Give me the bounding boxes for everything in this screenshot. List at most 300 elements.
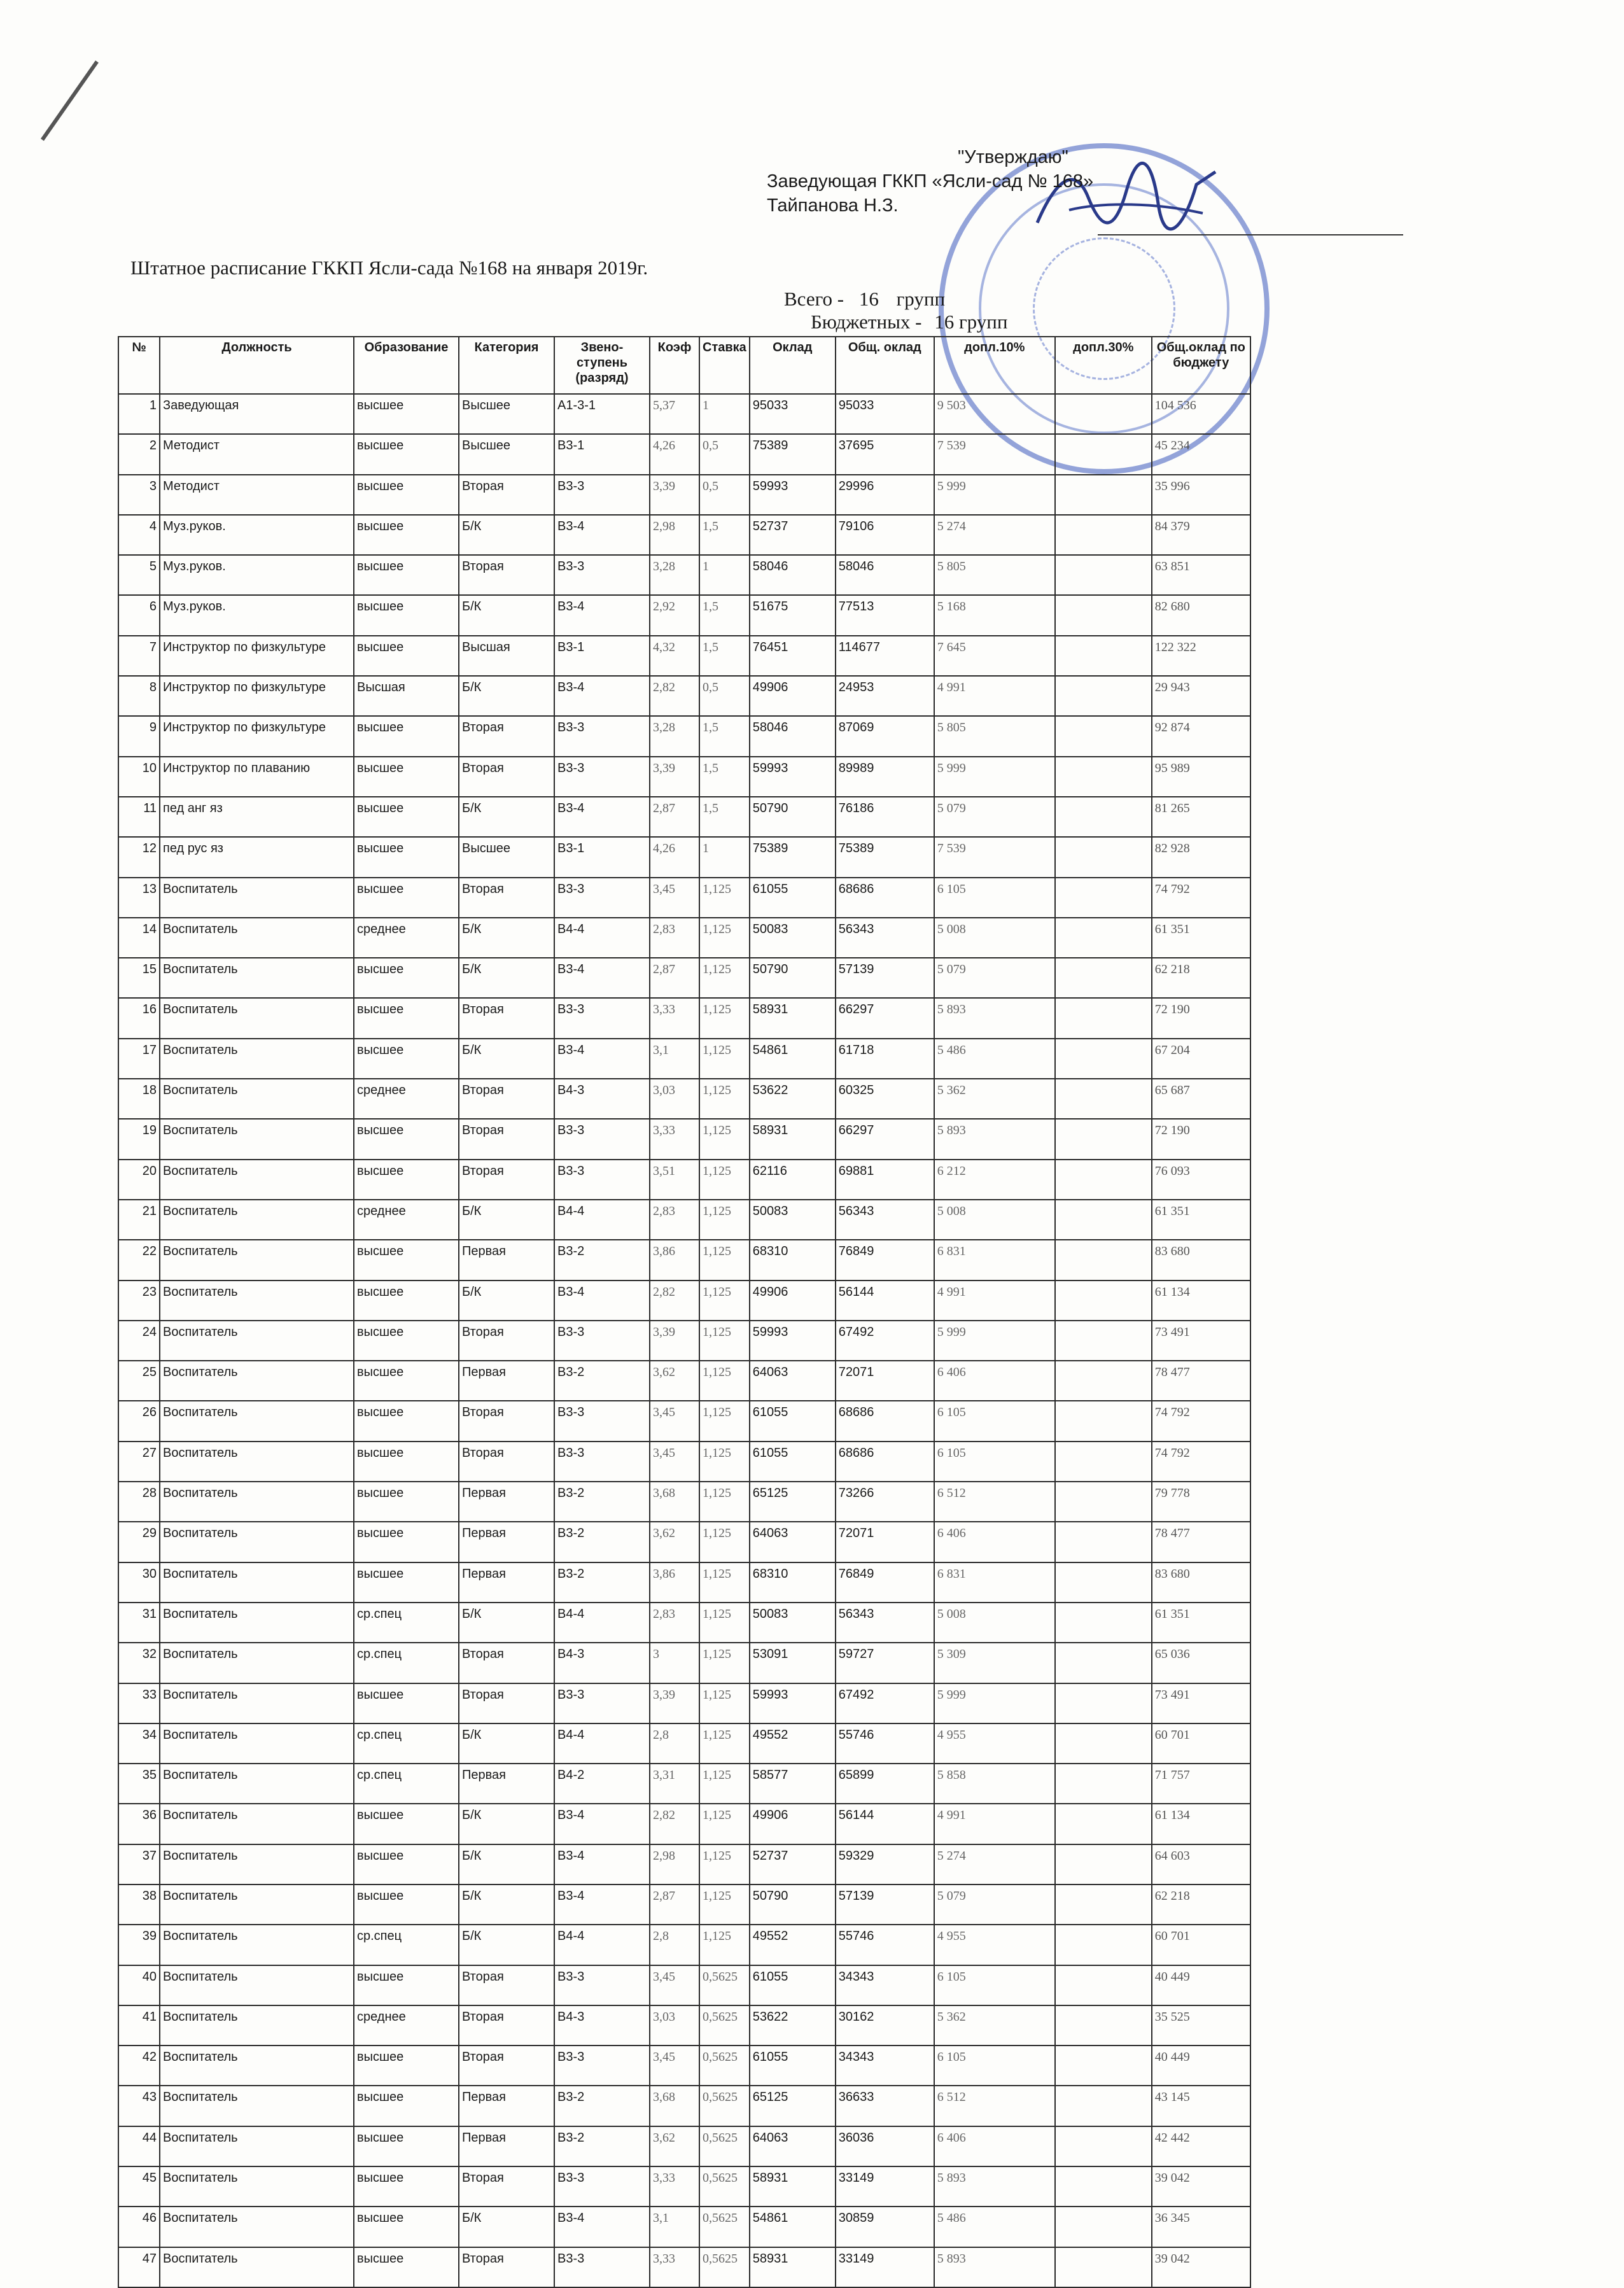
table-cell: 76186 xyxy=(836,797,934,837)
table-cell xyxy=(1055,958,1152,998)
table-cell: 50790 xyxy=(750,1884,836,1925)
table-cell: высшее xyxy=(354,1361,459,1401)
table-cell: В3-3 xyxy=(554,757,650,797)
table-cell xyxy=(1055,2046,1152,2086)
table-cell: 36 345 xyxy=(1152,2207,1250,2247)
table-cell: 3,31 xyxy=(650,1764,699,1804)
table-row xyxy=(118,2207,1250,2247)
table-cell: 57139 xyxy=(836,958,934,998)
table-cell: 1,125 xyxy=(699,1522,750,1562)
table-cell: 54861 xyxy=(750,2207,836,2247)
table-cell: высшее xyxy=(354,1401,459,1441)
table-cell: 59993 xyxy=(750,757,836,797)
table-cell: 72071 xyxy=(836,1522,934,1562)
table-cell: 61055 xyxy=(750,2046,836,2086)
table-cell xyxy=(1055,1200,1152,1240)
table-cell: 50083 xyxy=(750,1200,836,1240)
table-cell xyxy=(1055,2207,1152,2247)
table-cell: 49906 xyxy=(750,1281,836,1321)
table-cell: 3,28 xyxy=(650,716,699,756)
table-row xyxy=(118,1804,1250,1844)
table-cell: 1 xyxy=(699,837,750,877)
table-cell: Воспитатель xyxy=(160,1039,354,1079)
table-cell: 56144 xyxy=(836,1281,934,1321)
table-cell: 0,5625 xyxy=(699,2086,750,2126)
table-cell: ср.спец xyxy=(354,1764,459,1804)
table-row xyxy=(118,1844,1250,1884)
table-cell: 3,1 xyxy=(650,1039,699,1079)
table-cell: 65125 xyxy=(750,2086,836,2126)
table-cell: 67 204 xyxy=(1152,1039,1250,1079)
table-cell: В3-2 xyxy=(554,1482,650,1522)
table-cell: 39 042 xyxy=(1152,2166,1250,2207)
table-cell: 83 680 xyxy=(1152,1562,1250,1603)
table-cell xyxy=(1055,1281,1152,1321)
table-cell: 89989 xyxy=(836,757,934,797)
table-cell: 0,5625 xyxy=(699,2005,750,2046)
table-cell xyxy=(1055,1884,1152,1925)
table-cell: 3,39 xyxy=(650,1321,699,1361)
table-cell: В4-4 xyxy=(554,1200,650,1240)
table-cell: В3-1 xyxy=(554,837,650,877)
table-cell: Вторая xyxy=(459,1079,554,1119)
table-cell: 11 xyxy=(118,797,160,837)
table-cell: 3,33 xyxy=(650,998,699,1038)
table-cell: 7 539 xyxy=(934,434,1055,474)
table-cell: В3-3 xyxy=(554,1119,650,1159)
table-cell: Вторая xyxy=(459,716,554,756)
table-cell: Воспитатель xyxy=(160,878,354,918)
table-cell: 5 805 xyxy=(934,555,1055,595)
table-cell: 65 036 xyxy=(1152,1643,1250,1683)
staff-table xyxy=(118,336,1251,2288)
table-cell: 40 449 xyxy=(1152,1965,1250,2005)
table-row xyxy=(118,1442,1250,1482)
table-header-row xyxy=(118,337,1250,394)
table-cell: В3-3 xyxy=(554,2166,650,2207)
table-cell: 76451 xyxy=(750,636,836,676)
col-header: Должность xyxy=(160,337,354,394)
table-cell: высшее xyxy=(354,797,459,837)
table-cell: высшее xyxy=(354,1482,459,1522)
table-cell: высшее xyxy=(354,636,459,676)
table-cell: В4-3 xyxy=(554,1079,650,1119)
table-cell: высшее xyxy=(354,2166,459,2207)
table-cell: 60325 xyxy=(836,1079,934,1119)
table-cell: 2,98 xyxy=(650,515,699,555)
table-row xyxy=(118,1361,1250,1401)
table-row xyxy=(118,2126,1250,2166)
table-cell: 0,5625 xyxy=(699,2166,750,2207)
table-cell: В4-4 xyxy=(554,1603,650,1643)
table-cell: 1,125 xyxy=(699,1603,750,1643)
table-cell: В3-4 xyxy=(554,2207,650,2247)
table-cell: 10 xyxy=(118,757,160,797)
table-cell: 64063 xyxy=(750,1522,836,1562)
table-cell: 35 525 xyxy=(1152,2005,1250,2046)
table-cell: Воспитатель xyxy=(160,1240,354,1280)
table-cell: среднее xyxy=(354,1079,459,1119)
table-cell: 60 701 xyxy=(1152,1723,1250,1764)
table-cell: 0,5625 xyxy=(699,2247,750,2287)
table-cell: 2,82 xyxy=(650,1804,699,1844)
table-cell: В4-2 xyxy=(554,1764,650,1804)
table-cell: 61055 xyxy=(750,1442,836,1482)
table-cell: 2,82 xyxy=(650,1281,699,1321)
table-cell: 72071 xyxy=(836,1361,934,1401)
table-row xyxy=(118,958,1250,998)
budget-groups-value: 16 групп xyxy=(934,311,1008,333)
table-cell: высшее xyxy=(354,1321,459,1361)
table-cell: 8 xyxy=(118,676,160,716)
table-cell: 5 999 xyxy=(934,757,1055,797)
table-row xyxy=(118,1522,1250,1562)
table-cell: В3-4 xyxy=(554,595,650,635)
table-cell: Вторая xyxy=(459,878,554,918)
table-cell: 6 105 xyxy=(934,1401,1055,1441)
table-cell: 61055 xyxy=(750,1965,836,2005)
table-cell: высшее xyxy=(354,1683,459,1723)
table-cell: Вторая xyxy=(459,1160,554,1200)
table-cell: 68686 xyxy=(836,1401,934,1441)
table-cell xyxy=(1055,1482,1152,1522)
table-cell: Воспитатель xyxy=(160,1764,354,1804)
table-cell: 74 792 xyxy=(1152,878,1250,918)
table-cell: 19 xyxy=(118,1119,160,1159)
table-cell: 57139 xyxy=(836,1884,934,1925)
table-cell: 1,125 xyxy=(699,1723,750,1764)
table-cell: 2,8 xyxy=(650,1925,699,1965)
table-cell: 78 477 xyxy=(1152,1522,1250,1562)
table-cell: 65 687 xyxy=(1152,1079,1250,1119)
table-row xyxy=(118,716,1250,756)
table-cell: 37695 xyxy=(836,434,934,474)
table-cell: высшее xyxy=(354,475,459,515)
table-cell: 5 274 xyxy=(934,1844,1055,1884)
table-cell: 41 xyxy=(118,2005,160,2046)
table-cell: 59993 xyxy=(750,1683,836,1723)
table-cell: 1,125 xyxy=(699,1281,750,1321)
table-cell: 28 xyxy=(118,1482,160,1522)
table-cell: 50083 xyxy=(750,918,836,958)
table-cell: высшее xyxy=(354,837,459,877)
table-cell: 4 xyxy=(118,515,160,555)
table-cell: высшее xyxy=(354,555,459,595)
table-cell: Воспитатель xyxy=(160,1160,354,1200)
table-cell: 6 105 xyxy=(934,2046,1055,2086)
table-row xyxy=(118,2086,1250,2126)
col-header: Звено-ступень (разряд) xyxy=(554,337,650,394)
table-cell: В3-2 xyxy=(554,2126,650,2166)
table-cell: 64063 xyxy=(750,2126,836,2166)
table-row xyxy=(118,2005,1250,2046)
table-cell: 65899 xyxy=(836,1764,934,1804)
table-cell: 61718 xyxy=(836,1039,934,1079)
groups-unit: групп xyxy=(896,288,946,310)
table-cell: 39 042 xyxy=(1152,2247,1250,2287)
table-cell: Первая xyxy=(459,2086,554,2126)
table-cell: Б/К xyxy=(459,595,554,635)
table-cell: В3-2 xyxy=(554,1562,650,1603)
table-cell: 83 680 xyxy=(1152,1240,1250,1280)
table-cell: 23 xyxy=(118,1281,160,1321)
table-cell: 22 xyxy=(118,1240,160,1280)
table-cell: 34 xyxy=(118,1723,160,1764)
table-cell: 1,125 xyxy=(699,1401,750,1441)
table-cell: 64063 xyxy=(750,1361,836,1401)
table-cell: 5 168 xyxy=(934,595,1055,635)
table-cell: Первая xyxy=(459,1562,554,1603)
table-cell: 49552 xyxy=(750,1925,836,1965)
table-cell: 5 805 xyxy=(934,716,1055,756)
table-cell xyxy=(1055,757,1152,797)
table-cell: Инструктор по физкультуре xyxy=(160,676,354,716)
table-cell: 0,5625 xyxy=(699,2046,750,2086)
table-cell: 51675 xyxy=(750,595,836,635)
col-header: Общ.оклад по бюджету xyxy=(1152,337,1250,394)
table-cell: 81 265 xyxy=(1152,797,1250,837)
table-cell: 68686 xyxy=(836,878,934,918)
table-cell: 3,03 xyxy=(650,2005,699,2046)
col-header: допл.30% xyxy=(1055,337,1152,394)
table-cell xyxy=(1055,1321,1152,1361)
table-cell: Воспитатель xyxy=(160,1522,354,1562)
table-cell: В3-3 xyxy=(554,1683,650,1723)
table-row xyxy=(118,676,1250,716)
table-cell: высшее xyxy=(354,1281,459,1321)
table-cell: Инструктор по физкультуре xyxy=(160,636,354,676)
table-cell: 55746 xyxy=(836,1925,934,1965)
table-cell: высшее xyxy=(354,2126,459,2166)
col-header: № xyxy=(118,337,160,394)
table-cell: Воспитатель xyxy=(160,1281,354,1321)
table-cell: 5 893 xyxy=(934,2166,1055,2207)
table-cell: Б/К xyxy=(459,1804,554,1844)
table-row xyxy=(118,434,1250,474)
table-cell: 61 351 xyxy=(1152,918,1250,958)
table-cell: 66297 xyxy=(836,1119,934,1159)
table-cell: 1,5 xyxy=(699,515,750,555)
table-cell: Воспитатель xyxy=(160,1884,354,1925)
table-cell: высшее xyxy=(354,1965,459,2005)
table-cell: высшее xyxy=(354,2046,459,2086)
table-cell: 36633 xyxy=(836,2086,934,2126)
table-cell: 59727 xyxy=(836,1643,934,1683)
table-cell: В4-4 xyxy=(554,918,650,958)
table-row xyxy=(118,475,1250,515)
table-cell: 58931 xyxy=(750,2247,836,2287)
table-cell xyxy=(1055,636,1152,676)
table-cell xyxy=(1055,2126,1152,2166)
table-cell: 5 893 xyxy=(934,1119,1055,1159)
table-cell: 29996 xyxy=(836,475,934,515)
table-cell: 45 xyxy=(118,2166,160,2207)
table-cell xyxy=(1055,1240,1152,1280)
table-cell: Воспитатель xyxy=(160,1401,354,1441)
table-cell: 56343 xyxy=(836,918,934,958)
table-cell: 64 603 xyxy=(1152,1844,1250,1884)
table-cell: 2,83 xyxy=(650,1200,699,1240)
table-cell: 74 792 xyxy=(1152,1442,1250,1482)
table-cell: 3,68 xyxy=(650,1482,699,1522)
table-cell: 49906 xyxy=(750,676,836,716)
table-cell: 29 xyxy=(118,1522,160,1562)
table-cell: высшее xyxy=(354,2086,459,2126)
table-cell: 35 996 xyxy=(1152,475,1250,515)
table-cell: 60 701 xyxy=(1152,1925,1250,1965)
table-cell: Воспитатель xyxy=(160,1723,354,1764)
table-cell: 34343 xyxy=(836,1965,934,2005)
table-cell: 1 xyxy=(699,555,750,595)
table-cell: 44 xyxy=(118,2126,160,2166)
table-cell: 5 274 xyxy=(934,515,1055,555)
table-cell: 79 778 xyxy=(1152,1482,1250,1522)
table-cell: Воспитатель xyxy=(160,2247,354,2287)
table-cell xyxy=(1055,2247,1152,2287)
table-cell: 68310 xyxy=(750,1562,836,1603)
table-cell: В3-4 xyxy=(554,515,650,555)
table-cell: 0,5625 xyxy=(699,2207,750,2247)
table-row xyxy=(118,595,1250,635)
table-cell: высшее xyxy=(354,1039,459,1079)
table-cell: Воспитатель xyxy=(160,918,354,958)
table-cell: 0,5 xyxy=(699,434,750,474)
table-cell xyxy=(1055,1079,1152,1119)
table-cell: В3-4 xyxy=(554,1039,650,1079)
table-cell xyxy=(1055,1844,1152,1884)
table-cell: 15 xyxy=(118,958,160,998)
col-header: Категория xyxy=(459,337,554,394)
table-cell: 0,5625 xyxy=(699,1965,750,2005)
table-cell: 76849 xyxy=(836,1562,934,1603)
table-row xyxy=(118,918,1250,958)
groups-summary xyxy=(784,288,1007,333)
table-cell: 0,5 xyxy=(699,676,750,716)
table-cell: 50790 xyxy=(750,797,836,837)
table-cell: 2,87 xyxy=(650,958,699,998)
table-cell: 6 212 xyxy=(934,1160,1055,1200)
table-cell: 32 xyxy=(118,1643,160,1683)
table-cell: 72 190 xyxy=(1152,1119,1250,1159)
table-cell: 61055 xyxy=(750,878,836,918)
table-cell: В3-3 xyxy=(554,878,650,918)
table-cell: 5 999 xyxy=(934,475,1055,515)
table-cell: Первая xyxy=(459,1522,554,1562)
table-cell: 21 xyxy=(118,1200,160,1240)
table-cell: Б/К xyxy=(459,797,554,837)
table-cell xyxy=(1055,515,1152,555)
table-cell: Воспитатель xyxy=(160,2126,354,2166)
table-cell: 1,125 xyxy=(699,1119,750,1159)
table-cell: Вторая xyxy=(459,1965,554,2005)
table-cell: В3-3 xyxy=(554,716,650,756)
table-cell: 53091 xyxy=(750,1643,836,1683)
table-cell: Вторая xyxy=(459,1442,554,1482)
table-cell: 79106 xyxy=(836,515,934,555)
total-groups-label: Всего - xyxy=(784,288,844,310)
table-cell: 1,5 xyxy=(699,636,750,676)
table-cell: Первая xyxy=(459,1482,554,1522)
table-cell: 1,125 xyxy=(699,1925,750,1965)
table-cell: 95033 xyxy=(836,394,934,434)
table-cell: 87069 xyxy=(836,716,934,756)
table-row xyxy=(118,1119,1250,1159)
table-cell: высшее xyxy=(354,434,459,474)
table-cell: Воспитатель xyxy=(160,2207,354,2247)
table-cell: 3,68 xyxy=(650,2086,699,2126)
table-cell: 2,8 xyxy=(650,1723,699,1764)
table-cell: 72 190 xyxy=(1152,998,1250,1038)
table-cell: 62 218 xyxy=(1152,1884,1250,1925)
table-row xyxy=(118,2166,1250,2207)
table-cell xyxy=(1055,2166,1152,2207)
table-cell xyxy=(1055,1764,1152,1804)
table-cell: 31 xyxy=(118,1603,160,1643)
table-cell: 1,125 xyxy=(699,1442,750,1482)
table-row xyxy=(118,1884,1250,1925)
table-cell: В4-3 xyxy=(554,2005,650,2046)
table-cell: В4-4 xyxy=(554,1723,650,1764)
table-cell: 95033 xyxy=(750,394,836,434)
table-cell: Б/К xyxy=(459,1884,554,1925)
table-cell: Первая xyxy=(459,1240,554,1280)
table-cell: 67492 xyxy=(836,1683,934,1723)
table-cell: Б/К xyxy=(459,918,554,958)
table-cell xyxy=(1055,1723,1152,1764)
table-cell: Вторая xyxy=(459,2247,554,2287)
table-cell: Муз.руков. xyxy=(160,555,354,595)
table-cell: 39 xyxy=(118,1925,160,1965)
table-cell: Вторая xyxy=(459,1321,554,1361)
table-cell: 2,87 xyxy=(650,797,699,837)
table-cell: высшее xyxy=(354,515,459,555)
table-cell: 66297 xyxy=(836,998,934,1038)
table-cell: 5 486 xyxy=(934,2207,1055,2247)
table-row xyxy=(118,1281,1250,1321)
table-cell: 3,39 xyxy=(650,475,699,515)
table-cell: 30162 xyxy=(836,2005,934,2046)
table-cell xyxy=(1055,394,1152,434)
table-cell: Вторая xyxy=(459,1643,554,1683)
table-cell: Вторая xyxy=(459,2005,554,2046)
table-cell: 65125 xyxy=(750,1482,836,1522)
table-cell: 4,26 xyxy=(650,837,699,877)
table-cell: 1 xyxy=(118,394,160,434)
table-cell: Вторая xyxy=(459,2166,554,2207)
table-cell: 1,125 xyxy=(699,1884,750,1925)
table-row xyxy=(118,1079,1250,1119)
col-header: Общ. оклад xyxy=(836,337,934,394)
table-cell: В3-4 xyxy=(554,797,650,837)
table-row xyxy=(118,1200,1250,1240)
table-cell: 68686 xyxy=(836,1442,934,1482)
table-cell: 49552 xyxy=(750,1723,836,1764)
table-cell: В3-3 xyxy=(554,2046,650,2086)
table-cell: 61 351 xyxy=(1152,1200,1250,1240)
table-cell: Воспитатель xyxy=(160,1603,354,1643)
table-cell: высшее xyxy=(354,1119,459,1159)
table-cell: 1,125 xyxy=(699,918,750,958)
col-header: допл.10% xyxy=(934,337,1055,394)
table-cell xyxy=(1055,555,1152,595)
table-cell: 59993 xyxy=(750,1321,836,1361)
table-cell: 3,39 xyxy=(650,757,699,797)
table-cell: высшее xyxy=(354,1844,459,1884)
table-cell: 5 362 xyxy=(934,1079,1055,1119)
table-cell: 50790 xyxy=(750,958,836,998)
table-row xyxy=(118,1965,1250,2005)
table-cell: высшее xyxy=(354,958,459,998)
